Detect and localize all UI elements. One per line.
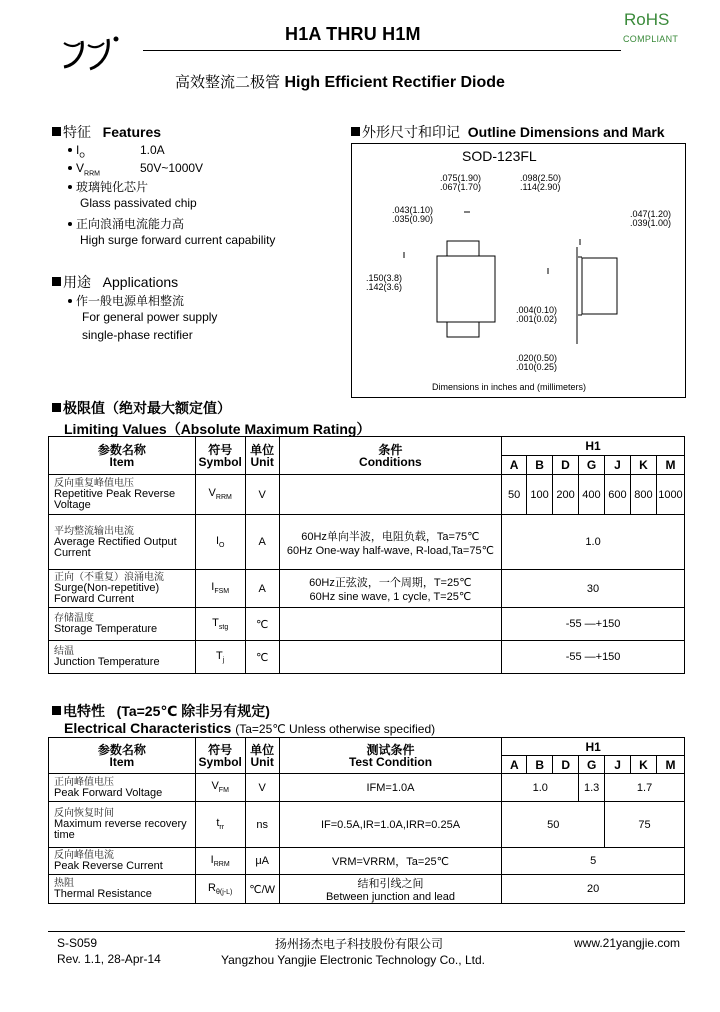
dim-lead: .043(1.10) .035(0.90)	[392, 205, 434, 224]
table-row: 反向重复峰值电压 Repetitive Peak Reverse Voltage $V_{RRM}$ V 50 100 200 400 600 800 1000	[49, 475, 685, 515]
subtitle-zh: 高效整流二极管	[175, 73, 281, 91]
lim-grade: D	[553, 456, 579, 475]
table-row: 平均整流输出电流 Average Rectified Output Current $I_O$ A 60Hz单向半波，电阻负载，Ta=75℃ 60Hz One-way half-wave, R-load,Ta=75℃ 1.0	[49, 515, 685, 570]
limiting-table	[48, 436, 685, 674]
lim-head-symbol: 符号 Symbol	[195, 437, 245, 475]
company-logo	[58, 35, 124, 75]
footer-company-en: Yangzhou Yangjie Electronic Technology Co., Ltd.	[221, 953, 485, 967]
limiting-heading-en: Limiting Values（Absolute Maximum Rating）	[64, 421, 371, 437]
table-row: 反向峰值电流 Peak Reverse Current $I_{RRM}$ μA VRM=VRRM，Ta=25℃ 5	[49, 848, 685, 875]
features-heading: 特征 Features	[52, 122, 161, 142]
table-row: 存储温度 Storage Temperature $T_{stg}$ ℃ -55 —+150	[49, 608, 685, 641]
table-row: 热阻 Thermal Resistance $R_{\theta(j-L)}$ ℃/W 结和引线之间 Between junction and lead 20	[49, 875, 685, 904]
feature-surge: 正向浪涌电流能力高 High surge forward current capability	[68, 216, 275, 248]
table-row: 正向（不重复）浪涌电流 Surge(Non-repetitive) Forward Current $I_{FSM}$ A 60Hz正弦波，一个周期，T=25℃ 60Hz sine wave, 1 cycle, T=25℃ 30	[49, 570, 685, 608]
limiting-heading-zh: 极限值（绝对最大额定值）	[52, 398, 231, 418]
lim-grade: M	[656, 456, 684, 475]
lim-head-cond: 条件 Conditions	[279, 437, 501, 475]
el-head-symbol: 符号 Symbol	[195, 738, 245, 774]
table-row: 反向恢复时间 Maximum reverse recovery time $t_{rr}$ ns IF=0.5A,IR=1.0A,IRR=0.25A 50 75	[49, 802, 685, 848]
subtitle	[175, 71, 505, 92]
footer-company-zh: 扬州扬杰电子科技股份有限公司	[275, 937, 444, 951]
document-title: H1A THRU H1M	[285, 24, 421, 44]
feature-vrrm: $V_{RRM}$ 50V~1000V	[68, 160, 100, 182]
feature-glass: 玻璃钝化芯片 Glass passivated chip	[68, 179, 197, 211]
footer-rev: Rev. 1.1, 28-Apr-14	[57, 952, 161, 966]
table-row: 正向峰值电压 Peak Forward Voltage $V_{FM}$ V IFM=1.0A 1.0 1.3 1.7	[49, 774, 685, 802]
el-grade: G	[579, 756, 605, 774]
rohs-mark: RoHS	[624, 10, 670, 29]
lim-grade: B	[527, 456, 553, 475]
dim-width-top: .075(1.90) .067(1.70)	[440, 173, 482, 192]
electrical-heading-en: Electrical Characteristics (Ta=25℃ Unless otherwise specified)	[64, 720, 436, 736]
lim-head-item: 参数名称 Item	[49, 437, 196, 475]
dim-lead-thick: .020(0.50) .010(0.25)	[516, 353, 558, 372]
el-head-item: 参数名称 Item	[49, 738, 196, 774]
el-grade: A	[502, 756, 527, 774]
electrical-table	[48, 737, 685, 904]
dim-body-h: .098(2.50) .114(2.90)	[520, 173, 562, 192]
package-name: SOD-123FL	[462, 148, 537, 164]
feature-io: $I_O$ 1.0A	[68, 142, 85, 164]
el-grade: M	[656, 756, 684, 774]
lim-grade: K	[630, 456, 656, 475]
lim-head-group: H1	[502, 437, 685, 456]
el-grade: K	[631, 756, 657, 774]
title-rule	[143, 50, 621, 51]
el-head-unit: 单位 Unit	[245, 738, 279, 774]
electrical-heading-zh: 电特性 (Ta=25℃ 除非另有规定)	[52, 701, 270, 721]
el-head-cond: 测试条件 Test Condition	[279, 738, 502, 774]
outline-heading: 外形尺寸和印记 Outline Dimensions and Mark	[351, 122, 665, 142]
el-grade: J	[605, 756, 631, 774]
el-head-group: H1	[502, 738, 685, 756]
dim-caption: Dimensions in inches and (millimeters)	[432, 382, 587, 392]
el-grade: D	[553, 756, 579, 774]
lim-grade: J	[604, 456, 630, 475]
dim-length: .150(3.8) .142(3.6)	[366, 273, 403, 292]
footer-rule	[48, 931, 685, 932]
dim-height: .047(1.20) .039(1.00)	[630, 209, 672, 228]
lim-grade: A	[502, 456, 527, 475]
el-grade: B	[527, 756, 553, 774]
footer-code: S-S059	[57, 936, 98, 950]
subtitle-en: High Efficient Rectifier Diode	[284, 74, 505, 91]
dim-standoff: .004(0.10) .001(0.02)	[516, 305, 558, 324]
outline-drawing-box	[351, 143, 686, 398]
footer-url[interactable]: www.21yangjie.com	[574, 936, 681, 950]
application-item: 作一般电源单相整流 For general power supply single-phase rectifier	[68, 293, 217, 345]
rohs-compliant: COMPLIANT	[623, 34, 679, 44]
lim-grade: G	[579, 456, 605, 475]
lim-head-unit: 单位 Unit	[245, 437, 279, 475]
applications-heading: 用途 Applications	[52, 272, 178, 292]
table-row: 结温 Junction Temperature $T_j$ ℃ -55 —+150	[49, 641, 685, 674]
